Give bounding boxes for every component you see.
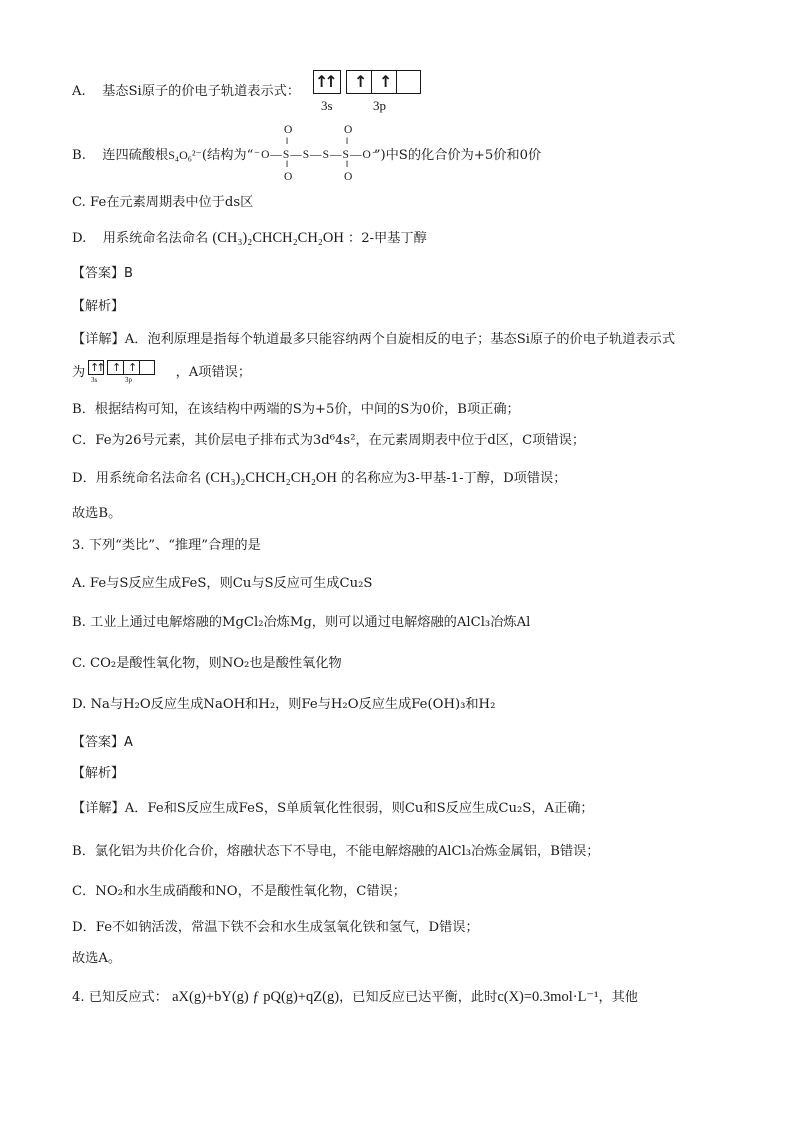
q2-analysis-heading: 【解析】 [72, 299, 125, 314]
q2-detail-d-formula: (CH₃)₂CHCH₂CH₂OH [205, 470, 337, 486]
structure-top-o-right: O [344, 124, 353, 136]
up-arrow-icon: ↑ [379, 72, 393, 91]
tetrathionate-formula: S₄O₆²⁻ [168, 148, 202, 162]
q4-equation: aX(g)+bY(g) ƒ pQ(g)+qZ(g) [172, 989, 340, 1005]
q2-option-d-text-1: 用系统命名法命名 [102, 231, 209, 246]
orbital-3p-box [346, 70, 421, 94]
q2-option-b-text-2: (结构为“ [201, 148, 254, 163]
structure-top-o-left: O [284, 124, 293, 136]
q3-analysis-heading: 【解析】 [72, 766, 125, 781]
si-orbital-diagram-small: ↑↑ ↑ ↑ 3s 3p [88, 360, 158, 388]
q2-option-d-label: D. [72, 231, 87, 246]
q2-option-d-text-2: ：2-甲基丁醇 [348, 231, 427, 246]
q3-conclusion: 故选A。 [72, 951, 122, 966]
paired-arrow-icon: ↑↑ [315, 72, 334, 91]
q3-stem: 3. 下列“类比”、“推理”合理的是 [72, 538, 261, 553]
q2-detail-b: B．根据结构可知，在该结构中两端的S为+5价，中间的S为0价，B项正确； [72, 402, 520, 417]
q2-option-c [72, 194, 253, 212]
orbital-3s-box [313, 70, 341, 94]
q4-stem: 4. 已知反应式： aX(g)+bY(g) ƒ pQ(g)+qZ(g)，已知反应已达平衡，此时c(X)=0.3mol·L⁻¹，其他 [72, 989, 638, 1005]
q2-option-b-text-1: 连四硫酸根 [102, 148, 169, 163]
q2-conclusion: 故选B。 [72, 506, 122, 521]
structure-bottom-o-left: O [284, 171, 293, 183]
q2-answer: 【答案】B [72, 266, 133, 281]
q2-detail-a-post: ，A项错误； [175, 365, 252, 380]
structure-chain: ⁻O—S—S—S—S—O⁻ [254, 149, 379, 161]
q2-option-a [72, 83, 300, 101]
up-arrow-icon: ↑ [128, 361, 138, 374]
q2-option-d-formula: (CH₃)₂CHCH₂CH₂OH [212, 230, 344, 246]
q2-option-b-text-3: ”)中S的化合价为+5价和0价 [373, 148, 542, 163]
q3-detail-b: B．氯化铝为共价化合价，熔融状态下不导电，不能电解熔融的AlCl₃冶炼金属铝，B错误； [72, 844, 600, 859]
q3-detail-d: D．Fe不如钠活泼，常温下铁不会和水生成氢氧化铁和氢气，D错误； [72, 920, 479, 935]
q2-option-a-text: 基态Si原子的价电子轨道表示式： [102, 84, 301, 99]
q2-option-a-label: A. [72, 84, 86, 99]
q3-answer: 【答案】A [72, 735, 133, 750]
paired-arrow-icon: ↑↑ [90, 361, 103, 374]
q3-option-a: A. Fe与S反应生成FeS，则Cu与S反应可生成Cu₂S [72, 576, 373, 591]
q2-option-d [72, 229, 427, 248]
q2-option-b-label: B. [72, 148, 86, 163]
up-arrow-icon: ↑ [354, 72, 368, 91]
q2-option-c-label: C. [72, 195, 86, 210]
structure-bottom-o-right: O [344, 171, 353, 183]
q3-detail-c: C．NO₂和水生成硝酸和NO，不是酸性氧化物，C错误； [72, 884, 406, 899]
q2-detail-a-line1: 【详解】A．泡利原理是指每个轨道最多只能容纳两个自旋相反的电子；基态Si原子的价电子轨道表示式 [72, 332, 676, 347]
q3-option-d: D. Na与H₂O反应生成NaOH和H₂，则Fe与H₂O反应生成Fe(OH)₃和H₂ [72, 697, 496, 712]
up-arrow-icon: ↑ [112, 361, 122, 374]
q4-concentration: c(X)=0.3mol·L⁻¹ [497, 989, 599, 1005]
q2-detail-c: C．Fe为26号元素，其价层电子排布式为3d⁶4s²，在元素周期表中位于d区，C项错误； [72, 433, 586, 448]
si-orbital-diagram [313, 70, 423, 116]
orbital-3s-label: 3s [321, 98, 333, 113]
q2-detail-d: D．用系统命名法命名 (CH₃)₂CHCH₂CH₂OH 的名称应为3-甲基-1-丁醇，D项错误； [72, 470, 567, 486]
q2-option-c-text: Fe在元素周期表中位于ds区 [90, 195, 254, 210]
q2-detail-a-pre: 为 [72, 365, 86, 380]
orbital-3p-label: 3p [373, 98, 386, 113]
tetrathionate-structure: O O ‖ ‖ ⁻O—S—S—S—S—O⁻ ‖ ‖ O O [254, 124, 379, 183]
q3-option-c: C. CO₂是酸性氧化物，则NO₂也是酸性氧化物 [72, 656, 342, 671]
q3-detail-a: 【详解】A．Fe和S反应生成FeS，S单质氧化性很弱，则Cu和S反应生成Cu₂S，A正确； [72, 801, 594, 816]
q3-option-b: B. 工业上通过电解熔融的MgCl₂冶炼Mg，则可以通过电解熔融的AlCl₃冶炼Al [72, 615, 531, 630]
